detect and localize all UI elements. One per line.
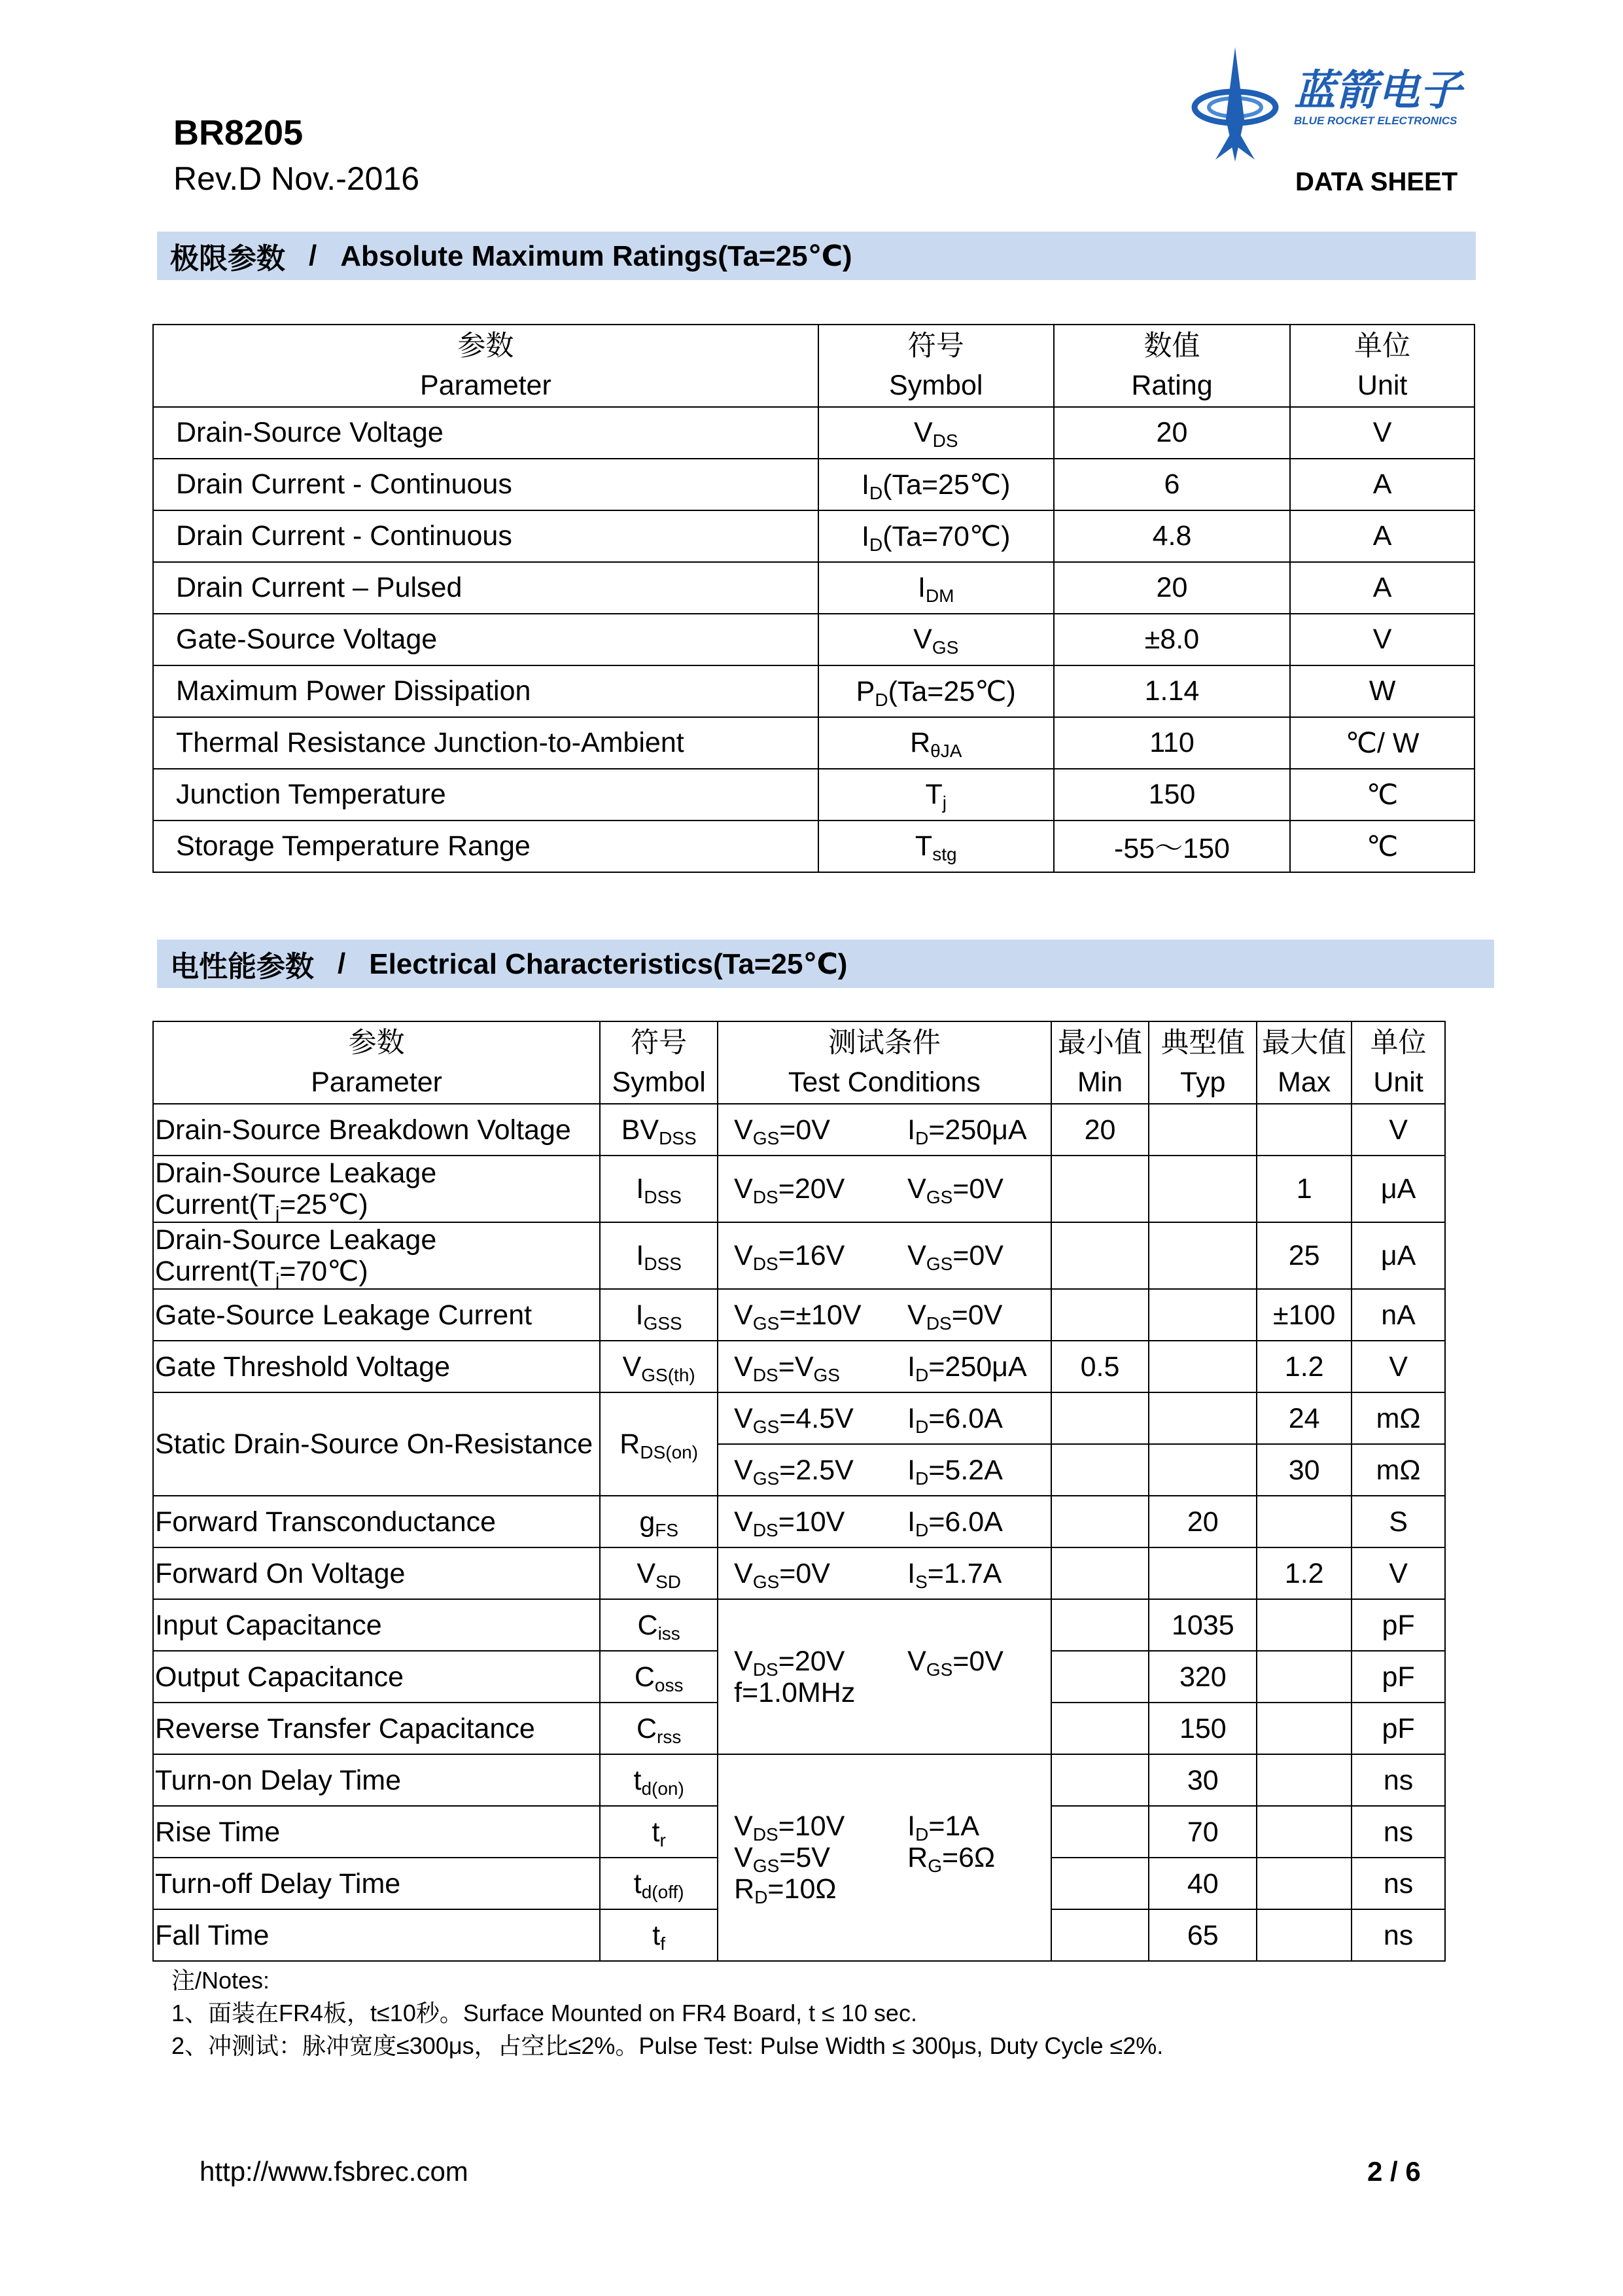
table-cell: $t_{d(on)}$ (600, 1754, 718, 1806)
ec-row-vth (153, 1341, 1445, 1392)
table-cell: S (1352, 1496, 1445, 1547)
footer-url[interactable]: http://www.fsbrec.com (200, 2156, 468, 2187)
table-cell: $P_D(Ta=25℃)$ (818, 665, 1054, 717)
table-cell: 24 (1257, 1392, 1352, 1444)
page-number: 2 / 6 (1367, 2156, 1421, 2187)
amr-section-title (157, 232, 1476, 280)
amr-head-param: 参数 Parameter (153, 325, 818, 407)
table-cell: $I_{DSS}$ (600, 1222, 718, 1289)
table-cell: ns (1352, 1754, 1445, 1806)
amr-head-rating: 数值 Rating (1054, 325, 1291, 407)
amr-head-unit: 单位 Unit (1290, 325, 1475, 407)
table-cell: $R_{DS(on)}$ (600, 1392, 718, 1496)
table-cell: μA (1352, 1222, 1445, 1289)
table-cell: V (1290, 407, 1475, 459)
ec-row-igss (153, 1289, 1445, 1341)
table-cell: Output Capacitance (153, 1651, 600, 1703)
table-cell: $V_{DS}=16V$ $V_{GS}=0V$ (718, 1222, 1051, 1289)
table-cell (1257, 1651, 1352, 1703)
amr-row (153, 769, 1475, 821)
table-cell: 25 (1257, 1222, 1352, 1289)
table-cell: ns (1352, 1858, 1445, 1909)
ec-section-sep: / (338, 947, 346, 980)
amr-row (153, 459, 1475, 510)
switching-conditions: $V_{DS}=10V$ $V_{GS}=5V$ $R_D=10\Omega I_D=1A$ $R_G=6\Omega$ (718, 1754, 1051, 1961)
table-cell: μA (1352, 1156, 1445, 1222)
ec-header-row (153, 1021, 1445, 1104)
ec-row-idss70 (153, 1222, 1445, 1289)
table-cell (1051, 1858, 1149, 1909)
table-cell: 30 (1257, 1444, 1352, 1496)
ec-head-unit: 单位 Unit (1352, 1021, 1445, 1104)
table-cell: 30 (1149, 1754, 1257, 1806)
table-cell: Reverse Transfer Capacitance (153, 1703, 600, 1754)
table-cell (1257, 1858, 1352, 1909)
table-cell: $V_{DS}$ (818, 407, 1054, 459)
table-cell: 150 (1149, 1703, 1257, 1754)
ec-head-symbol: 符号 Symbol (600, 1021, 718, 1104)
table-cell: Drain-Source Voltage (153, 407, 818, 459)
table-cell (1051, 1547, 1149, 1599)
amr-section-cn: 极限参数 (170, 243, 285, 275)
table-cell (1149, 1341, 1257, 1392)
brand-en: BLUE ROCKET ELECTRONICS (1294, 115, 1457, 127)
table-cell: -55～150 (1054, 821, 1291, 872)
table-cell: Drain Current – Pulsed (153, 562, 818, 614)
table-cell: $g_{FS}$ (600, 1496, 718, 1547)
table-cell: 70 (1149, 1806, 1257, 1858)
table-cell (1051, 1703, 1149, 1754)
table-cell: Turn-on Delay Time (153, 1754, 600, 1806)
table-cell: $V_{DS}=10V$ $I_D=6.0A$ (718, 1496, 1051, 1547)
ec-head-typ: 典型值 Typ (1149, 1021, 1257, 1104)
table-cell: pF (1352, 1651, 1445, 1703)
table-cell: 6 (1054, 459, 1291, 510)
amr-section-en: Absolute Maximum Ratings(Ta=25℃) (340, 239, 852, 272)
table-cell: V (1352, 1341, 1445, 1392)
table-cell: $R_{\theta JA}$ (818, 717, 1054, 769)
table-cell: $I_{DSS}$ (600, 1156, 718, 1222)
amr-row (153, 614, 1475, 665)
part-number: BR8205 (173, 113, 304, 152)
table-cell: $t_f$ (600, 1909, 718, 1961)
table-cell: 20 (1149, 1496, 1257, 1547)
amr-row (153, 821, 1475, 872)
table-cell (1149, 1444, 1257, 1496)
table-cell (1257, 1909, 1352, 1961)
table-cell: pF (1352, 1599, 1445, 1651)
table-cell: $C_{oss}$ (600, 1651, 718, 1703)
table-cell: nA (1352, 1289, 1445, 1341)
table-cell: Storage Temperature Range (153, 821, 818, 872)
note-1: 1、面装在FR4板，t≤10秒。Surface Mounted on FR4 Board, t ≤ 10 sec. (171, 2000, 917, 2026)
table-cell (1051, 1222, 1149, 1289)
table-cell: 20 (1054, 407, 1291, 459)
table-cell: $V_{GS}=4.5V$ $I_D=6.0A$ (718, 1392, 1051, 1444)
table-cell: 1.2 (1257, 1341, 1352, 1392)
table-cell (1257, 1599, 1352, 1651)
amr-table (152, 324, 1475, 873)
table-cell: ns (1352, 1806, 1445, 1858)
ec-row-vsd (153, 1547, 1445, 1599)
table-cell: Gate Threshold Voltage (153, 1341, 600, 1392)
table-cell: Input Capacitance (153, 1599, 600, 1651)
table-cell (1149, 1392, 1257, 1444)
table-cell: Fall Time (153, 1909, 600, 1961)
table-cell: $BV_{DSS}$ (600, 1104, 718, 1156)
table-cell: 1 (1257, 1156, 1352, 1222)
table-cell: $V_{GS}=\pm 10V$ $V_{DS}=0V$ (718, 1289, 1051, 1341)
table-cell: 110 (1054, 717, 1291, 769)
table-cell: $V_{GS}=0V$ $I_S=1.7A$ (718, 1547, 1051, 1599)
table-cell: Drain Current - Continuous (153, 459, 818, 510)
amr-row (153, 407, 1475, 459)
table-cell: ns (1352, 1909, 1445, 1961)
amr-row (153, 510, 1475, 562)
table-cell: A (1290, 459, 1475, 510)
table-cell (1051, 1289, 1149, 1341)
ec-row-ciss (153, 1599, 1445, 1651)
table-cell: Turn-off Delay Time (153, 1858, 600, 1909)
table-cell: $V_{GS}=0V$ $I_D=250\mu A$ (718, 1104, 1051, 1156)
table-cell: Drain-Source Leakage $Current(T_j=25℃)$ (153, 1156, 600, 1222)
table-cell: Junction Temperature (153, 769, 818, 821)
table-cell: 1.14 (1054, 665, 1291, 717)
table-cell: 150 (1054, 769, 1291, 821)
ec-head-cond: 测试条件 Test Conditions (718, 1021, 1051, 1104)
table-cell (1051, 1651, 1149, 1703)
table-cell: $C_{iss}$ (600, 1599, 718, 1651)
table-cell: $V_{DS}=20V$ $V_{GS}=0V$ (718, 1156, 1051, 1222)
table-cell: mΩ (1352, 1444, 1445, 1496)
table-cell: Maximum Power Dissipation (153, 665, 818, 717)
revision: Rev.D Nov.-2016 (173, 160, 420, 197)
table-cell: W (1290, 665, 1475, 717)
ec-head-max: 最大值 Max (1257, 1021, 1352, 1104)
ec-row-gfs (153, 1496, 1445, 1547)
table-cell: $T_{stg}$ (818, 821, 1054, 872)
table-cell: V (1290, 614, 1475, 665)
table-cell: $V_{GS(th)}$ (600, 1341, 718, 1392)
table-cell (1149, 1222, 1257, 1289)
notes (171, 1964, 1163, 2062)
note-2: 2、冲测试：脉冲宽度≤300μs，占空比≤2%。Pulse Test: Pulse Width ≤ 300μs, Duty Cycle ≤2%. (171, 2032, 1164, 2059)
table-cell: Rise Time (153, 1806, 600, 1858)
table-cell: Forward Transconductance (153, 1496, 600, 1547)
ec-section-title (157, 940, 1494, 988)
brand-cn: 蓝箭电子 (1294, 67, 1461, 115)
table-cell (1257, 1754, 1352, 1806)
table-cell: $I_{DM}$ (818, 562, 1054, 614)
table-cell: $I_D(Ta=25℃)$ (818, 459, 1054, 510)
table-cell: 4.8 (1054, 510, 1291, 562)
amr-header-row (153, 325, 1475, 407)
table-cell (1051, 1806, 1149, 1858)
amr-row (153, 665, 1475, 717)
table-cell: ℃ (1290, 769, 1475, 821)
table-cell (1051, 1909, 1149, 1961)
brand-logo (1189, 47, 1477, 165)
table-cell: $I_{GSS}$ (600, 1289, 718, 1341)
table-cell (1257, 1104, 1352, 1156)
table-cell: Drain Current - Continuous (153, 510, 818, 562)
table-cell: 1035 (1149, 1599, 1257, 1651)
table-cell: Thermal Resistance Junction-to-Ambient (153, 717, 818, 769)
table-cell: V (1352, 1547, 1445, 1599)
ec-table (152, 1021, 1446, 1962)
table-cell: ℃/ W (1290, 717, 1475, 769)
table-cell: $V_{SD}$ (600, 1547, 718, 1599)
table-cell (1149, 1289, 1257, 1341)
amr-head-symbol: 符号 Symbol (818, 325, 1054, 407)
table-cell: Gate-Source Leakage Current (153, 1289, 600, 1341)
table-cell: 65 (1149, 1909, 1257, 1961)
cap-conditions: $V_{DS}=20V$ f=1.0MHzV$_{GS}$=0V (718, 1599, 1051, 1754)
table-cell: ±100 (1257, 1289, 1352, 1341)
table-cell (1149, 1156, 1257, 1222)
ec-section-cn: 电性能参数 (170, 951, 314, 983)
table-cell: $V_{DS}=V_{GS}$ $I_D=250\mu A$ (718, 1341, 1051, 1392)
table-cell: Static Drain-Source On-Resistance (153, 1392, 600, 1496)
table-cell (1051, 1444, 1149, 1496)
table-cell: Drain-Source Breakdown Voltage (153, 1104, 600, 1156)
table-cell: 20 (1051, 1104, 1149, 1156)
table-cell: $V_{GS}=2.5V$ $I_D=5.2A$ (718, 1444, 1051, 1496)
table-cell: 0.5 (1051, 1341, 1149, 1392)
table-cell: ±8.0 (1054, 614, 1291, 665)
table-cell: $t_r$ (600, 1806, 718, 1858)
ec-head-min: 最小值 Min (1051, 1021, 1149, 1104)
table-cell (1051, 1599, 1149, 1651)
table-cell: mΩ (1352, 1392, 1445, 1444)
amr-row (153, 717, 1475, 769)
table-cell: $t_{d(off)}$ (600, 1858, 718, 1909)
table-cell (1149, 1104, 1257, 1156)
notes-title: 注/Notes: (171, 1967, 270, 1994)
table-cell: Gate-Source Voltage (153, 614, 818, 665)
table-cell: $I_D(Ta=70℃)$ (818, 510, 1054, 562)
table-cell (1149, 1547, 1257, 1599)
table-cell: 320 (1149, 1651, 1257, 1703)
table-cell (1257, 1806, 1352, 1858)
table-cell: pF (1352, 1703, 1445, 1754)
ec-head-param: 参数 Parameter (153, 1021, 600, 1104)
table-cell (1051, 1496, 1149, 1547)
table-cell: 20 (1054, 562, 1291, 614)
ec-row-tdon (153, 1754, 1445, 1806)
table-cell: A (1290, 562, 1475, 614)
table-cell: 1.2 (1257, 1547, 1352, 1599)
table-cell (1051, 1156, 1149, 1222)
ec-row-idss25 (153, 1156, 1445, 1222)
table-cell: Forward On Voltage (153, 1547, 600, 1599)
table-cell: ℃ (1290, 821, 1475, 872)
ec-section-en: Electrical Characteristics(Ta=25℃) (369, 947, 848, 980)
table-cell: V (1352, 1104, 1445, 1156)
table-cell: A (1290, 510, 1475, 562)
ec-row-rds-1 (153, 1392, 1445, 1444)
amr-row (153, 562, 1475, 614)
table-cell: 40 (1149, 1858, 1257, 1909)
table-cell (1051, 1392, 1149, 1444)
table-cell (1257, 1496, 1352, 1547)
data-sheet-label: DATA SHEET (1295, 168, 1458, 196)
table-cell: $C_{rss}$ (600, 1703, 718, 1754)
table-cell: $V_{GS}$ (818, 614, 1054, 665)
ec-row-bvdss (153, 1104, 1445, 1156)
table-cell (1051, 1754, 1149, 1806)
table-cell: $T_j$ (818, 769, 1054, 821)
table-cell: Drain-Source Leakage $Current(T_j=70℃)$ (153, 1222, 600, 1289)
amr-section-sep: / (309, 239, 317, 272)
table-cell (1257, 1703, 1352, 1754)
